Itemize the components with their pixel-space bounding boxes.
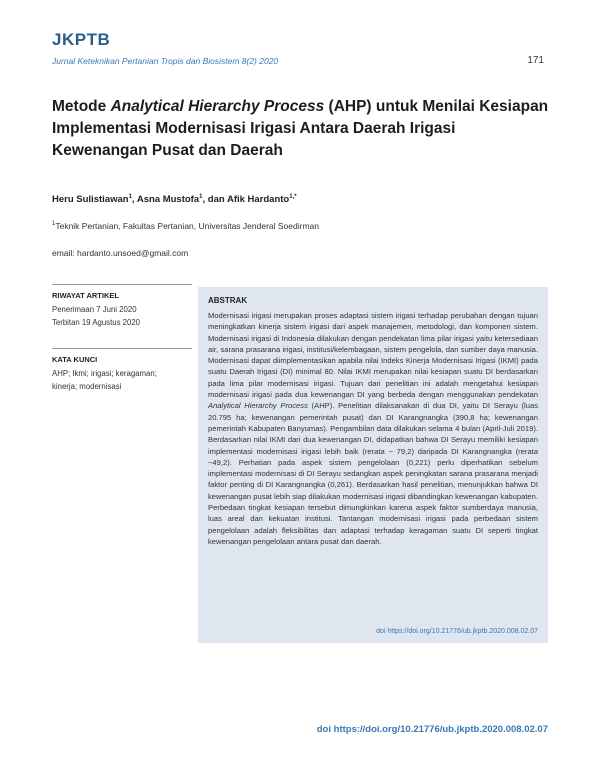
- title-italic: Analytical Hierarchy Process: [110, 98, 325, 115]
- corresponding-email: email: hardanto.unsoed@gmail.com: [52, 248, 189, 258]
- article-history: [52, 284, 192, 329]
- keywords-line-1: AHP; Ikmi; irigasi; keragaman;: [52, 369, 157, 378]
- keywords-heading: KATA KUNCI: [52, 355, 98, 364]
- received-date: Penerimaan 7 Juni 2020: [52, 305, 137, 314]
- keywords-line-2: kinerja; modernisasi: [52, 382, 122, 391]
- published-date: Terbitan 19 Agustus 2020: [52, 318, 140, 327]
- keywords-block: [52, 348, 192, 393]
- author-2: Asna Mustofa: [136, 194, 200, 205]
- author-1: Heru Sulistiawan: [52, 194, 129, 205]
- author-3: Afik Hardanto: [226, 194, 290, 205]
- abstract-box: [198, 287, 548, 643]
- journal-logo-title: JKPTB: [52, 30, 111, 49]
- article-history-heading: RIWAYAT ARTIKEL: [52, 291, 119, 300]
- page-number: 171: [527, 55, 544, 66]
- journal-full-name: Jurnal Keteknikan Pertanian Tropis dan Biosistem 8(2) 2020: [52, 56, 279, 66]
- abstract-heading: ABSTRAK: [208, 296, 248, 305]
- affiliation: $^1$Teknik Pertanian, Fakultas Pertanian, Universitas Jenderal Soedirman: [52, 221, 319, 231]
- abstract-text: Modernisasi irigasi merupakan proses adaptasi sistem irigasi terhadap perubahan dengan tujuan meningkatkan kinerja sistem irigasi dari aspek manajemen, metodologi, dan komponen sistem. Modernisasi irigasi di Indonesia dilakukan dengan pendekatan lima pilar irigasi yaitu ketersediaan air, sarana prasarana irigasi, institusi/kelembagaan, sistem pengelola, dan sumber daya manusia. Modernisasi dapat diimplementasikan apabila nilai Indeks Kinerja Modernisasi Irigasi (IKMI) pada suatu Daerah Irigasi (DI) minimal 80. Nilai IKMI merupakan nilai kesiapan suatu DI berdasarkan pada lima pilar modernisasi irigasi. Tujuan dari penelitian ini adalah mengetahui kesiapan modernisasi irigasi pada dua kewenangan DI yang berbeda dengan menggunakan pendekatan Analytical Hierarchy Process (AHP). Penelitian dilaksanakan di dua DI, yaitu DI Serayu (luas 20.795 ha; kewenangan pemerintah pusat) dan DI Karangnangka (390,8 ha; kewenangan pemerintah Kabupaten Banyumas). Pengambilan data dilakukan selama 4 bulan (April-Juli 2019). Berdasarkan nilai IKMI dari dua kewenangan DI, didapatkan bahwa DI Serayu memiliki kesiapan implementasi modernisasi irigasi lebih baik (rerata ~ 79,2) daripada DI Karangnangka (rerata ~49,2). Perhatian pada aspek sistem pengelolaan (0,221) perlu diperhatikan sebelum implementasi modernisasi di DI Serayu sedangkan aspek peningkatan sarana prasarana menjadi faktor penting di DI Karangnangka (0,261). Berdasarkan hasil penelitian, menunjukkan bahwa DI kewenangan pusat lebih siap dilakukan modernisasi irigasi dibandingkan kewenangan kabupaten. Perbedaan tingkat kesiapan tersebut dimungkinkan karena aspek faktor sumberdaya manusia, luas areal dan kekuatan institusi. Tantangan modernisasi irigasi pada perbedaan sistem pengelolaan adalah fleksibilitas dan adaptasi terhadap keragaman suatu DI seperti tingkat kewenangan pengelolaan antara pusat dan daerah.: [208, 311, 538, 546]
- footer-doi-link[interactable]: doi https://doi.org/10.21776/ub.jkptb.2020.008.02.07: [316, 724, 548, 735]
- article-title: Metode Analytical Hierarchy Process (AHP) untuk Menilai Kesiapan Implementasi Modernisasi Irigasi Antara Daerah Irigasi Kewenangan Pusat dan Daerah: [52, 98, 549, 159]
- abstract-doi-link[interactable]: doi https://doi.org/10.21776/ub.jkptb.2020.008.02.07: [376, 628, 538, 635]
- author-list: Heru Sulistiawan$^1$, Asna Mustofa$^1$, dan Afik Hardanto$^{1,*}$: [52, 193, 297, 205]
